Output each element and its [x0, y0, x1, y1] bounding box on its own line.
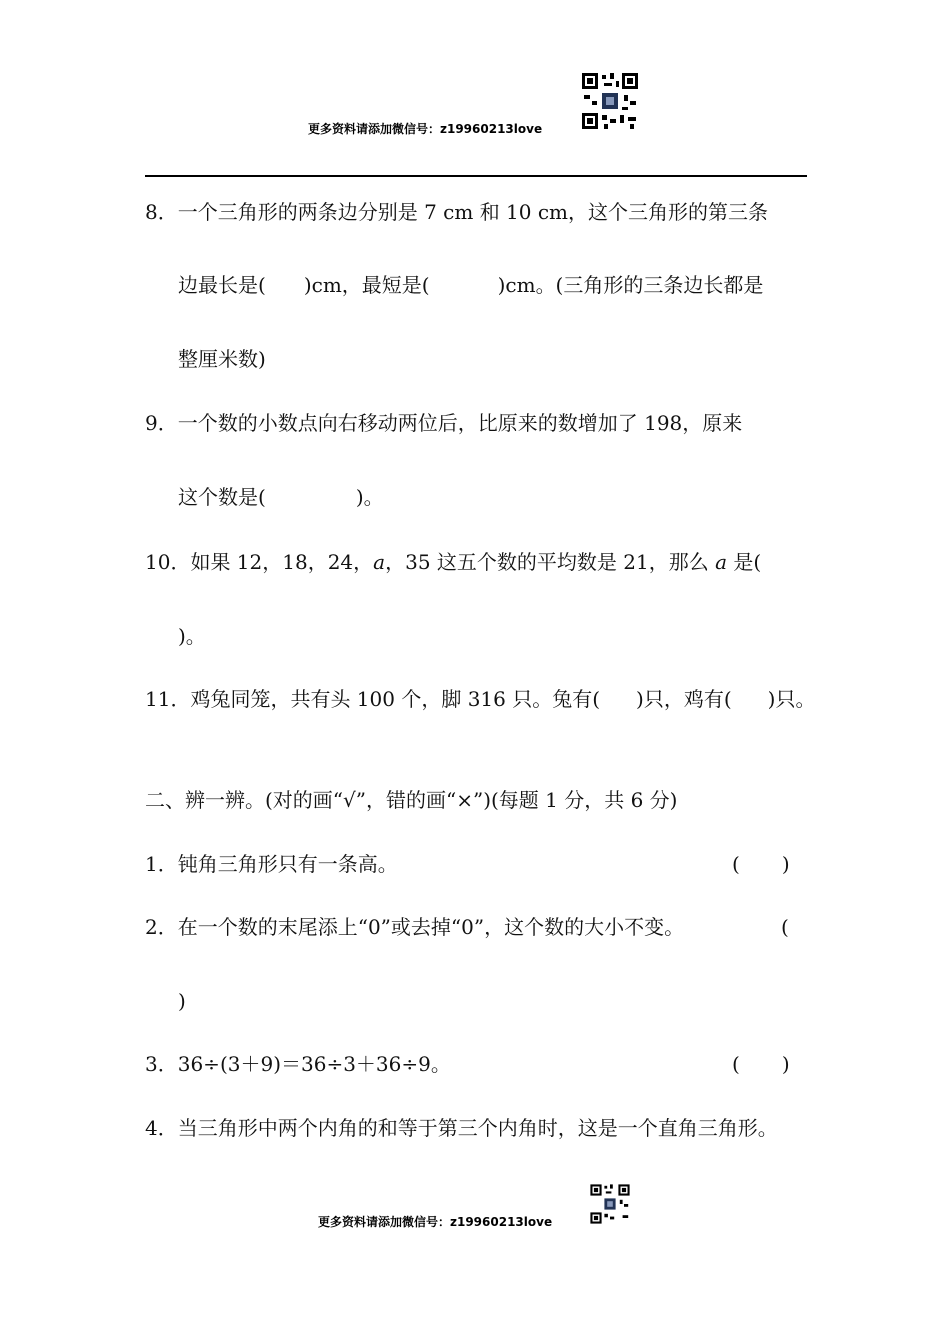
question-text: 36÷(3＋9)＝36÷3＋36÷9。	[177, 1052, 451, 1076]
header-watermark-text: 更多资料请添加微信号：z19960213love	[308, 122, 543, 136]
question-text: 如果 12，18，24，	[190, 550, 374, 574]
question-number: 9．	[145, 411, 178, 435]
question-text: 在一个数的末尾添上“0”或去掉“0”，这个数的大小不变。	[177, 915, 685, 939]
question-8-line-3	[178, 347, 266, 371]
judge-1-answer-paren[interactable]	[732, 852, 790, 876]
paren-right: )	[781, 852, 790, 876]
variable-a: a	[373, 550, 386, 574]
judge-4	[145, 1116, 778, 1140]
judge-2-line-1	[145, 915, 684, 939]
question-text: 这个数是(	[178, 485, 266, 509]
question-text: 一个数的小数点向右移动两位后，比原来的数增加了 198，原来	[177, 411, 743, 435]
paren-right: )	[781, 1052, 790, 1076]
paren-left: (	[732, 852, 740, 876]
question-text: 整厘米数)	[178, 347, 266, 371]
qr-code-icon	[589, 1183, 631, 1225]
question-text: 当三角形中两个内角的和等于第三个内角时，这是一个直角三角形。	[177, 1116, 778, 1140]
question-number: 10．	[145, 550, 191, 574]
question-text: 一个三角形的两条边分别是 7 cm 和 10 cm，这个三角形的第三条	[177, 200, 769, 224]
question-text: 边最长是(	[178, 273, 266, 297]
question-text: )。	[178, 624, 206, 648]
question-text: 鸡兔同笼，共有头 100 个，脚 316 只。兔有(	[190, 687, 601, 711]
question-8-line-1	[145, 200, 768, 224]
question-number: 4．	[145, 1116, 178, 1140]
question-9-line-2	[178, 485, 384, 509]
question-text: 是(	[727, 550, 762, 574]
footer-watermark-text: 更多资料请添加微信号：z19960213love	[318, 1215, 553, 1229]
judge-3-answer-paren[interactable]	[732, 1052, 790, 1076]
question-text: )。	[355, 485, 384, 509]
question-number: 11．	[145, 687, 191, 711]
question-text: )只，鸡有(	[636, 687, 732, 711]
judge-2-paren-right[interactable]: )	[178, 989, 186, 1013]
variable-a: a	[715, 550, 728, 574]
judge-2-paren-left[interactable]: (	[781, 915, 789, 939]
question-9-line-1	[145, 411, 742, 435]
question-number: 2．	[145, 915, 178, 939]
question-text: 钝角三角形只有一条高。	[177, 852, 398, 876]
question-11	[145, 687, 815, 711]
question-number: 8．	[145, 200, 178, 224]
question-text: )cm。(三角形的三条边长都是	[497, 273, 764, 297]
header-divider	[145, 175, 807, 177]
question-10-line-1	[145, 550, 761, 574]
question-number: 1．	[145, 852, 178, 876]
question-8-line-2	[178, 273, 763, 297]
question-text: )只。	[767, 687, 816, 711]
question-text: )cm，最短是(	[303, 273, 430, 297]
question-number: 3．	[145, 1052, 178, 1076]
question-10-line-2	[178, 624, 206, 648]
judge-3	[145, 1052, 451, 1076]
qr-code-icon	[580, 71, 640, 131]
paren-left: (	[732, 1052, 740, 1076]
section-2-title: 二、辨一辨。(对的画“√”，错的画“×”)(每题 1 分，共 6 分)	[145, 788, 678, 812]
question-text: ，35 这五个数的平均数是 21，那么	[385, 550, 716, 574]
judge-1	[145, 852, 398, 876]
